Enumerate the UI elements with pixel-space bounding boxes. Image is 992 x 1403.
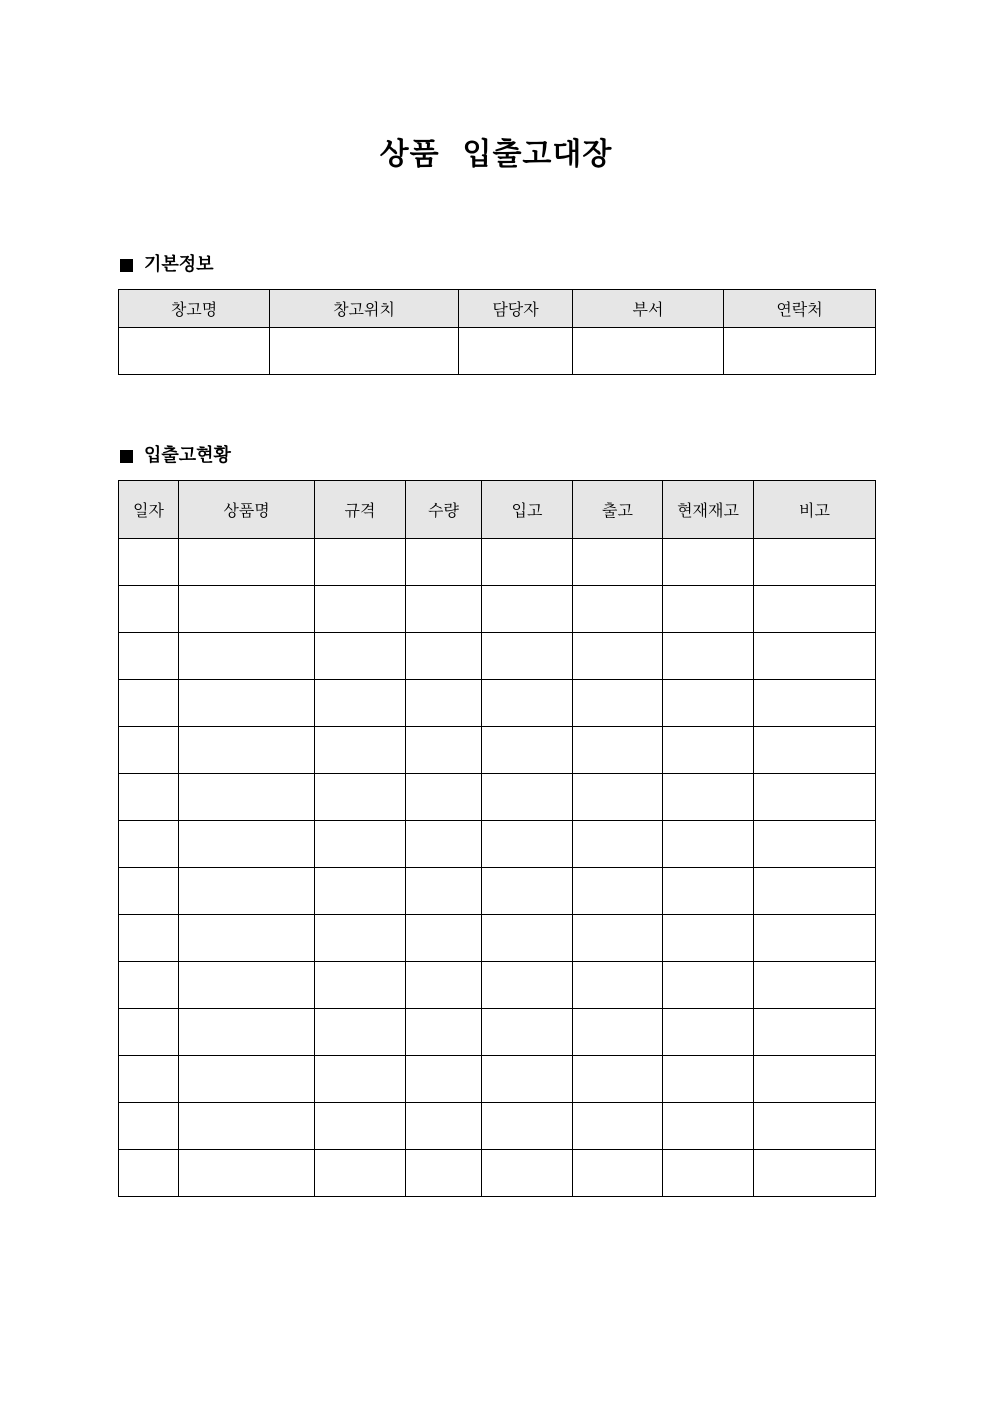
date-cell[interactable] <box>119 1009 179 1056</box>
specification-cell[interactable] <box>315 774 406 821</box>
outbound-cell[interactable] <box>573 962 663 1009</box>
specification-cell[interactable] <box>315 962 406 1009</box>
quantity-cell[interactable] <box>406 539 482 586</box>
quantity-cell[interactable] <box>406 1150 482 1197</box>
inbound-cell[interactable] <box>482 1150 573 1197</box>
table-row <box>119 1103 876 1150</box>
remarks-cell[interactable] <box>754 586 876 633</box>
table-row <box>119 1150 876 1197</box>
column-header-department: 부서 <box>573 290 724 328</box>
date-cell[interactable] <box>119 1103 179 1150</box>
table-row <box>119 1056 876 1103</box>
current-stock-cell[interactable] <box>663 915 754 962</box>
inbound-cell[interactable] <box>482 1056 573 1103</box>
date-cell[interactable] <box>119 1056 179 1103</box>
product-name-cell[interactable] <box>179 962 315 1009</box>
date-cell[interactable] <box>119 774 179 821</box>
outbound-cell[interactable] <box>573 539 663 586</box>
product-name-cell[interactable] <box>179 586 315 633</box>
column-header-contact: 연락처 <box>724 290 876 328</box>
column-header-outbound: 출고 <box>573 481 663 539</box>
quantity-cell[interactable] <box>406 680 482 727</box>
column-header-remarks: 비고 <box>754 481 876 539</box>
specification-cell[interactable] <box>315 727 406 774</box>
inbound-cell[interactable] <box>482 962 573 1009</box>
remarks-cell[interactable] <box>754 962 876 1009</box>
product-name-cell[interactable] <box>179 1009 315 1056</box>
remarks-cell[interactable] <box>754 868 876 915</box>
specification-cell[interactable] <box>315 539 406 586</box>
outbound-cell[interactable] <box>573 774 663 821</box>
current-stock-cell[interactable] <box>663 774 754 821</box>
column-header-quantity: 수량 <box>406 481 482 539</box>
column-header-current-stock: 현재재고 <box>663 481 754 539</box>
product-name-cell[interactable] <box>179 633 315 680</box>
remarks-cell[interactable] <box>754 774 876 821</box>
date-cell[interactable] <box>119 1150 179 1197</box>
table-row <box>119 821 876 868</box>
quantity-cell[interactable] <box>406 586 482 633</box>
product-name-cell[interactable] <box>179 1056 315 1103</box>
current-stock-cell[interactable] <box>663 1150 754 1197</box>
table-row <box>119 680 876 727</box>
current-stock-cell[interactable] <box>663 962 754 1009</box>
column-header-product-name: 상품명 <box>179 481 315 539</box>
remarks-cell[interactable] <box>754 1150 876 1197</box>
date-cell[interactable] <box>119 962 179 1009</box>
inbound-cell[interactable] <box>482 1103 573 1150</box>
specification-cell[interactable] <box>315 915 406 962</box>
remarks-cell[interactable] <box>754 539 876 586</box>
specification-cell[interactable] <box>315 868 406 915</box>
date-cell[interactable] <box>119 727 179 774</box>
table-header-row <box>119 290 876 328</box>
outbound-cell[interactable] <box>573 586 663 633</box>
quantity-cell[interactable] <box>406 633 482 680</box>
current-stock-cell[interactable] <box>663 821 754 868</box>
specification-cell[interactable] <box>315 1150 406 1197</box>
inbound-cell[interactable] <box>482 727 573 774</box>
date-cell[interactable] <box>119 586 179 633</box>
column-header-inbound: 입고 <box>482 481 573 539</box>
current-stock-cell[interactable] <box>663 586 754 633</box>
product-name-cell[interactable] <box>179 868 315 915</box>
inbound-cell[interactable] <box>482 774 573 821</box>
square-bullet-icon <box>120 259 133 272</box>
department-cell[interactable] <box>573 328 724 375</box>
inbound-cell[interactable] <box>482 633 573 680</box>
date-cell[interactable] <box>119 868 179 915</box>
remarks-cell[interactable] <box>754 727 876 774</box>
table-row <box>119 586 876 633</box>
outbound-cell[interactable] <box>573 1056 663 1103</box>
outbound-cell[interactable] <box>573 1103 663 1150</box>
date-cell[interactable] <box>119 915 179 962</box>
remarks-cell[interactable] <box>754 1009 876 1056</box>
inout-status-table <box>118 480 876 1197</box>
product-name-cell[interactable] <box>179 680 315 727</box>
table-row <box>119 1009 876 1056</box>
product-name-cell[interactable] <box>179 774 315 821</box>
current-stock-cell[interactable] <box>663 868 754 915</box>
section-basic-info-heading <box>118 253 214 277</box>
quantity-cell[interactable] <box>406 1056 482 1103</box>
quantity-cell[interactable] <box>406 1103 482 1150</box>
specification-cell[interactable] <box>315 633 406 680</box>
specification-cell[interactable] <box>315 1009 406 1056</box>
outbound-cell[interactable] <box>573 1150 663 1197</box>
table-header-row <box>119 481 876 539</box>
remarks-cell[interactable] <box>754 1103 876 1150</box>
product-name-cell[interactable] <box>179 915 315 962</box>
section-inout-status-heading <box>118 444 231 468</box>
remarks-cell[interactable] <box>754 1056 876 1103</box>
contact-cell[interactable] <box>724 328 876 375</box>
date-cell[interactable] <box>119 633 179 680</box>
warehouse-location-cell[interactable] <box>270 328 459 375</box>
column-header-date: 일자 <box>119 481 179 539</box>
specification-cell[interactable] <box>315 680 406 727</box>
ledger-body <box>119 539 876 1197</box>
table-row <box>119 774 876 821</box>
current-stock-cell[interactable] <box>663 633 754 680</box>
specification-cell[interactable] <box>315 1056 406 1103</box>
table-row <box>119 915 876 962</box>
product-name-cell[interactable] <box>179 727 315 774</box>
table-row <box>119 539 876 586</box>
quantity-cell[interactable] <box>406 774 482 821</box>
specification-cell[interactable] <box>315 821 406 868</box>
date-cell[interactable] <box>119 539 179 586</box>
inbound-cell[interactable] <box>482 915 573 962</box>
quantity-cell[interactable] <box>406 868 482 915</box>
table-row <box>119 633 876 680</box>
outbound-cell[interactable] <box>573 1009 663 1056</box>
inbound-cell[interactable] <box>482 539 573 586</box>
remarks-cell[interactable] <box>754 821 876 868</box>
table-row <box>119 328 876 375</box>
outbound-cell[interactable] <box>573 915 663 962</box>
column-header-manager: 담당자 <box>459 290 573 328</box>
product-name-cell[interactable] <box>179 821 315 868</box>
column-header-warehouse-location: 창고위치 <box>270 290 459 328</box>
manager-cell[interactable] <box>459 328 573 375</box>
section-basic-info-label: 기본정보 <box>144 254 214 275</box>
outbound-cell[interactable] <box>573 727 663 774</box>
remarks-cell[interactable] <box>754 915 876 962</box>
outbound-cell[interactable] <box>573 821 663 868</box>
square-bullet-icon <box>120 450 133 463</box>
quantity-cell[interactable] <box>406 727 482 774</box>
column-header-specification: 규격 <box>315 481 406 539</box>
specification-cell[interactable] <box>315 1103 406 1150</box>
inbound-cell[interactable] <box>482 1009 573 1056</box>
quantity-cell[interactable] <box>406 821 482 868</box>
date-cell[interactable] <box>119 680 179 727</box>
outbound-cell[interactable] <box>573 868 663 915</box>
current-stock-cell[interactable] <box>663 680 754 727</box>
document-title: 상품 입출고대장 <box>379 137 613 172</box>
remarks-cell[interactable] <box>754 633 876 680</box>
current-stock-cell[interactable] <box>663 1103 754 1150</box>
inbound-cell[interactable] <box>482 868 573 915</box>
product-name-cell[interactable] <box>179 1150 315 1197</box>
specification-cell[interactable] <box>315 586 406 633</box>
column-header-warehouse-name: 창고명 <box>119 290 270 328</box>
current-stock-cell[interactable] <box>663 1009 754 1056</box>
date-cell[interactable] <box>119 821 179 868</box>
warehouse-name-cell[interactable] <box>119 328 270 375</box>
outbound-cell[interactable] <box>573 633 663 680</box>
inbound-cell[interactable] <box>482 586 573 633</box>
quantity-cell[interactable] <box>406 962 482 1009</box>
current-stock-cell[interactable] <box>663 727 754 774</box>
remarks-cell[interactable] <box>754 680 876 727</box>
product-name-cell[interactable] <box>179 539 315 586</box>
current-stock-cell[interactable] <box>663 1056 754 1103</box>
inbound-cell[interactable] <box>482 680 573 727</box>
outbound-cell[interactable] <box>573 680 663 727</box>
basic-info-table <box>118 289 876 375</box>
current-stock-cell[interactable] <box>663 539 754 586</box>
inbound-cell[interactable] <box>482 821 573 868</box>
product-name-cell[interactable] <box>179 1103 315 1150</box>
quantity-cell[interactable] <box>406 1009 482 1056</box>
table-row <box>119 727 876 774</box>
section-inout-status-label: 입출고현황 <box>144 445 231 466</box>
table-row <box>119 962 876 1009</box>
quantity-cell[interactable] <box>406 915 482 962</box>
table-row <box>119 868 876 915</box>
